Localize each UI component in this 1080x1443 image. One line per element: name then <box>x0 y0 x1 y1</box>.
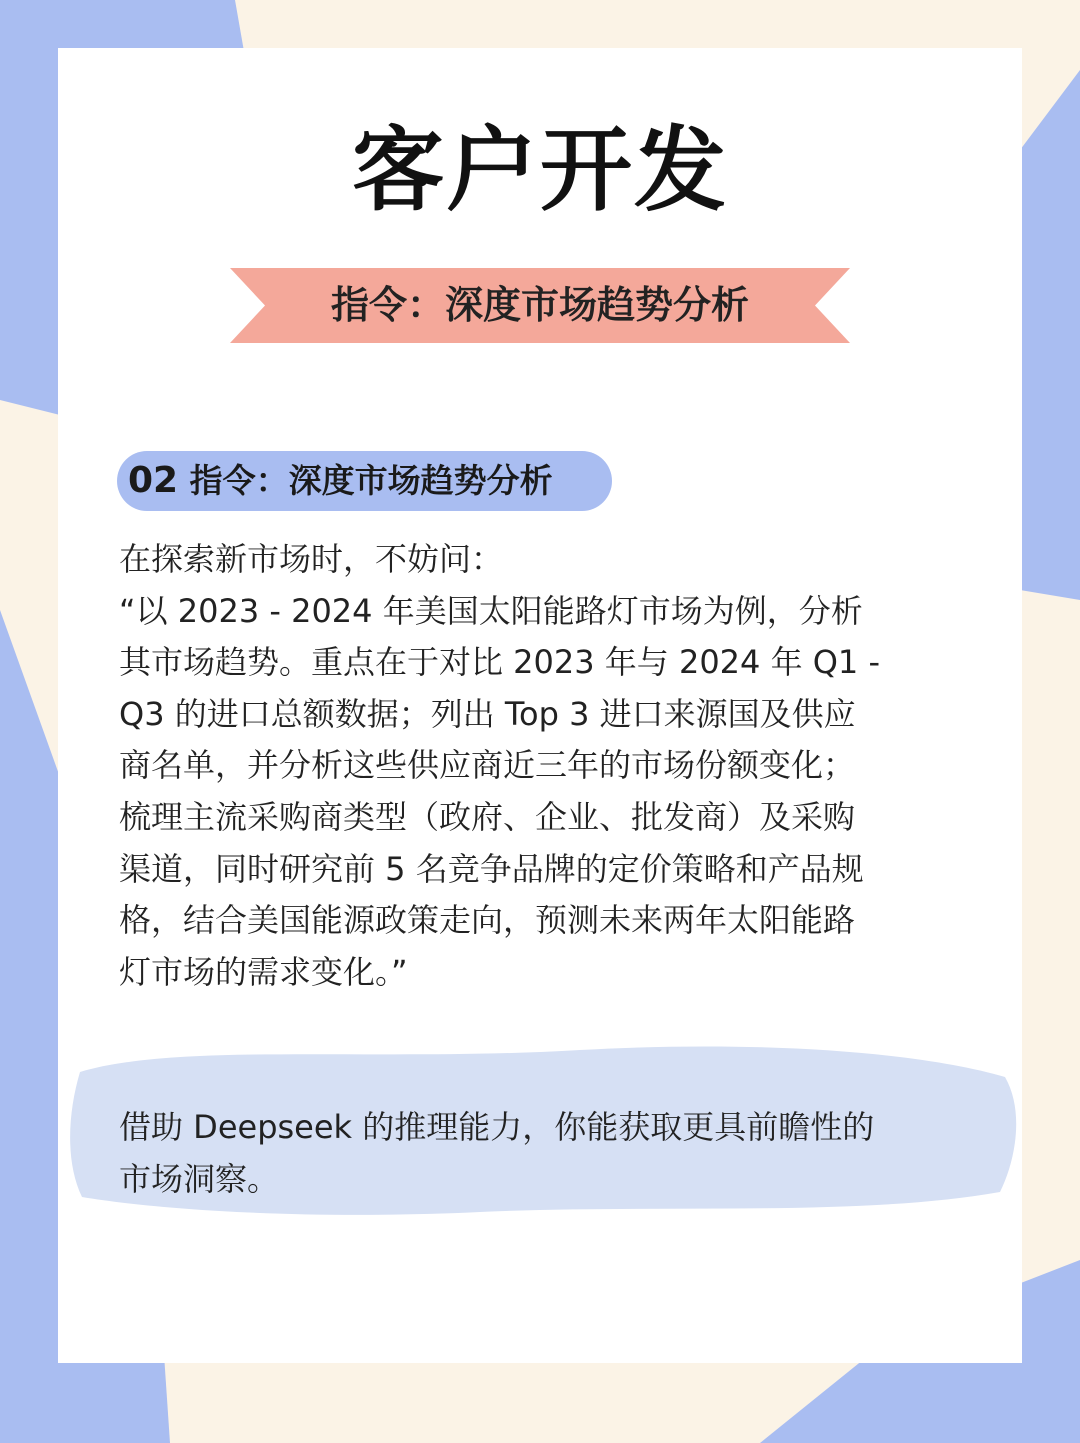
body-line: 渠道，同时研究前 5 名竞争品牌的定价策略和产品规 <box>119 849 864 888</box>
page-title: 客户开发 <box>351 116 728 224</box>
conclusion-line: 借助 Deepseek 的推理能力，你能获取更具前瞻性的 <box>119 1108 875 1146</box>
section-number: 02 <box>128 460 179 501</box>
conclusion-text <box>119 1102 969 1205</box>
body-line: Q3 的进口总额数据；列出 Top 3 进口来源国及供应 <box>119 694 856 733</box>
banner-label: 指令：深度市场趋势分析 <box>330 283 749 327</box>
body-line: “以 2023 - 2024 年美国太阳能路灯市场为例，分析 <box>119 591 863 630</box>
section-heading <box>128 451 553 511</box>
body-line: 灯市场的需求变化。” <box>119 952 408 991</box>
body-line: 格，结合美国能源政策走向，预测未来两年太阳能路 <box>119 901 856 940</box>
body-line: 商名单，并分析这些供应商近三年的市场份额变化； <box>119 746 856 785</box>
body-line: 梳理主流采购商类型（政府、企业、批发商）及采购 <box>119 797 856 836</box>
prompt-body <box>119 534 969 998</box>
conclusion-line: 市场洞察。 <box>119 1159 280 1198</box>
body-line: 其市场趋势。重点在于对比 2023 年与 2024 年 Q1 - <box>119 643 881 682</box>
body-line: 在探索新市场时，不妨问： <box>119 540 504 578</box>
section-label: 指令：深度市场趋势分析 <box>189 461 553 500</box>
